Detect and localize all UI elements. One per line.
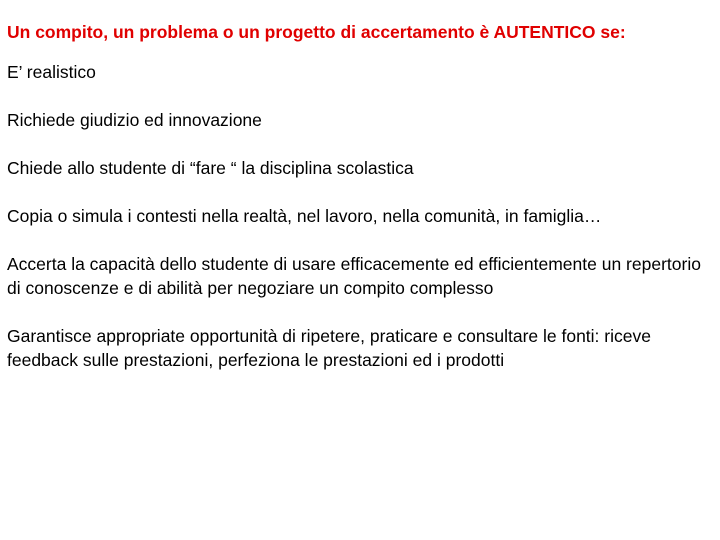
- criteria-list: [7, 60, 706, 372]
- criteria-item-capacity: Accerta la capacità dello studente di usare efficacemente ed efficientemente un repertorio di conoscenze e di abilità per negoziare un compito complesso: [7, 254, 701, 298]
- criteria-item-do-discipline: Chiede allo studente di “fare “ la disciplina scolastica: [7, 158, 414, 178]
- criteria-item-judgment: Richiede giudizio ed innovazione: [7, 110, 262, 130]
- criteria-item-realistic: E’ realistico: [7, 62, 96, 82]
- slide-title: Un compito, un problema o un progetto di accertamento è AUTENTICO se:: [7, 22, 626, 42]
- criteria-item-real-contexts: Copia o simula i contesti nella realtà, nel lavoro, nella comunità, in famiglia…: [7, 206, 602, 226]
- criteria-item-opportunities: Garantisce appropriate opportunità di ripetere, praticare e consultare le fonti: riceve feedback sulle prestazioni, perfeziona le prestazioni ed i prodotti: [7, 326, 651, 370]
